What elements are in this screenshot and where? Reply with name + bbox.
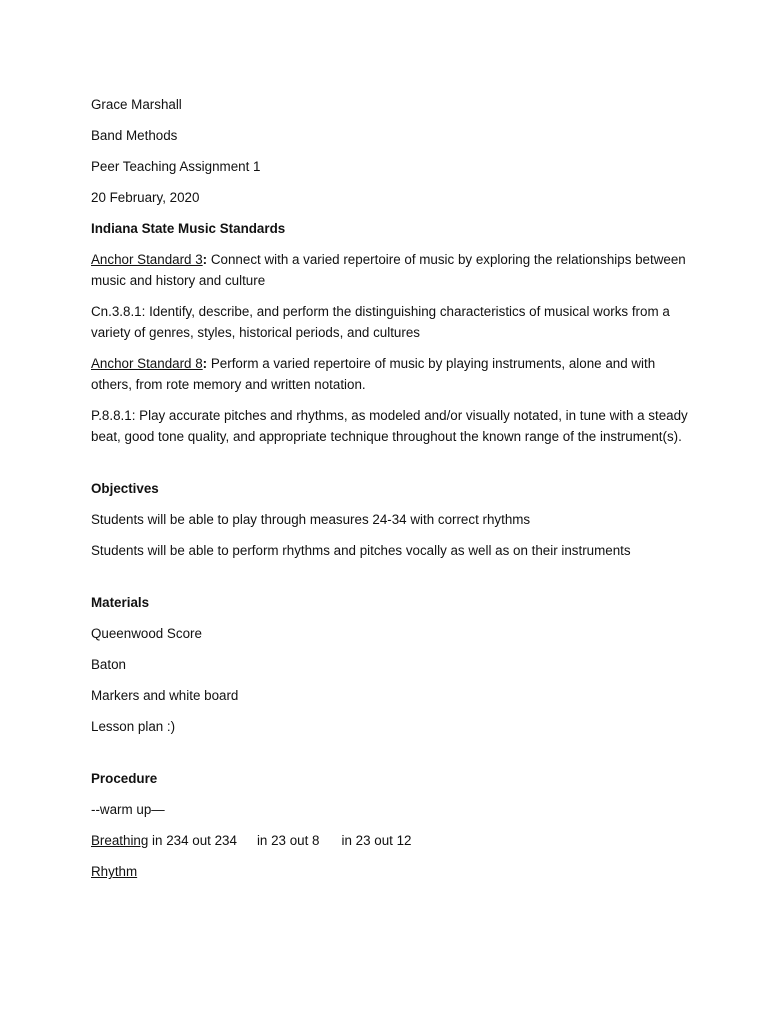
- spacer: [91, 457, 691, 478]
- standard-cn381-text: Identify, describe, and perform the distinguishing characteristics of musical works from a variety of genres, styles, historical periods, and cultures: [91, 304, 670, 340]
- anchor-standard-8-text: Perform a varied repertoire of music by playing instruments, alone and with others, from rote memory and written notation.: [91, 356, 656, 392]
- standard-p881-label: P.8.8.1:: [91, 408, 136, 423]
- breathing-part-3: in 23 out 12: [341, 833, 412, 848]
- course-name: Band Methods: [91, 128, 178, 143]
- procedure-heading: Procedure: [91, 771, 158, 786]
- document-body: [91, 94, 691, 892]
- material-item: Markers and white board: [91, 688, 239, 703]
- breathing-part-1: in 234 out 234: [148, 833, 237, 848]
- rhythm-label: Rhythm: [91, 864, 138, 879]
- material-item: Queenwood Score: [91, 626, 202, 641]
- breathing-part-2: in 23 out 8: [256, 833, 320, 848]
- breathing-label: Breathing: [91, 833, 149, 848]
- anchor-standard-8-label: Anchor Standard 8: [91, 356, 203, 371]
- anchor-standard-3-text: Connect with a varied repertoire of music by exploring the relationships between music and history and culture: [91, 252, 686, 288]
- standard-p881-text: Play accurate pitches and rhythms, as modeled and/or visually notated, in tune with a steady beat, good tone quality, and appropriate technique throughout the known range of the instrument(s).: [91, 408, 688, 444]
- standard-cn381: [91, 301, 691, 343]
- material-item: Baton: [91, 657, 126, 672]
- spacer: [91, 571, 691, 592]
- anchor-standard-3: [91, 249, 691, 291]
- author-name: Grace Marshall: [91, 97, 182, 112]
- document-date: 20 February, 2020: [91, 190, 200, 205]
- objective-item: Students will be able to perform rhythms and pitches vocally as well as on their instruments: [91, 543, 631, 558]
- standard-p881: [91, 405, 691, 447]
- materials-heading: Materials: [91, 595, 150, 610]
- anchor-standard-8-colon: :: [202, 356, 211, 371]
- anchor-standard-3-colon: :: [202, 252, 211, 267]
- objectives-heading: Objectives: [91, 481, 159, 496]
- objective-item: Students will be able to play through measures 24-34 with correct rhythms: [91, 512, 531, 527]
- spacer: [91, 747, 691, 768]
- standard-cn381-label: Cn.3.8.1:: [91, 304, 146, 319]
- warmup-line: --warm up—: [91, 802, 165, 817]
- standards-heading: Indiana State Music Standards: [91, 221, 286, 236]
- anchor-standard-3-label: Anchor Standard 3: [91, 252, 203, 267]
- rhythm-line: [91, 861, 691, 882]
- breathing-line: [91, 830, 691, 851]
- material-item: Lesson plan :): [91, 719, 176, 734]
- assignment-title: Peer Teaching Assignment 1: [91, 159, 261, 174]
- anchor-standard-8: [91, 353, 691, 395]
